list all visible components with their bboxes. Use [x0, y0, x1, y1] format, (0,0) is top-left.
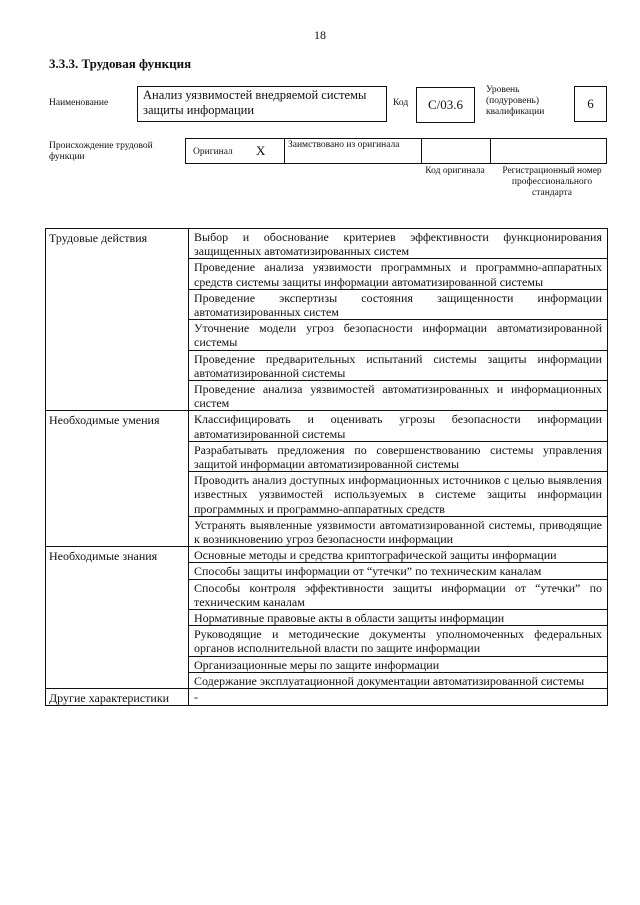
item-cell: Проводить анализ доступных информационных источников с целью выявления известных уязвимостей используемых в системе защиты информации программных и программно-аппаратных средств: [189, 472, 608, 517]
item-cell: Устранять выявленные уязвимости автоматизированной системы, приводящие к возникновению угроз безопасности информации: [189, 516, 608, 546]
origin-original-cell: [186, 139, 285, 163]
item-cell: Проведение экспертизы состояния защищенности информации автоматизированных систем: [189, 289, 608, 319]
page-number: 18: [314, 28, 326, 42]
category-cell: Необходимые знания: [46, 547, 189, 689]
origin-code-cell: [421, 139, 491, 163]
item-cell: Содержание эксплуатационной документации автоматизированной системы: [189, 672, 608, 688]
function-name-box: [137, 86, 387, 122]
table-row: [46, 411, 608, 441]
table-row: [46, 547, 608, 563]
item-cell: Нормативные правовые акты в области защиты информации: [189, 610, 608, 626]
item-cell: Разрабатывать предложения по совершенствованию системы управления защитой информации автоматизированной системы: [189, 441, 608, 471]
origin-code-caption: Код оригинала: [425, 166, 485, 176]
level-box: [574, 86, 607, 122]
registration-number-caption: Регистрационный номер профессионального стандарта: [502, 166, 602, 198]
category-cell: Трудовые действия: [46, 229, 189, 411]
item-cell: Классифицировать и оценивать угрозы безопасности информации автоматизированной системы: [189, 411, 608, 441]
origin-table: [185, 138, 607, 164]
origin-label: Происхождение трудовой функции: [49, 141, 153, 162]
item-cell: Организационные меры по защите информации: [189, 656, 608, 672]
item-cell: Основные методы и средства криптографической защиты информации: [189, 547, 608, 563]
item-cell: Способы защиты информации от “утечки” по техническим каналам: [189, 563, 608, 579]
item-cell: Проведение предварительных испытаний системы защиты информации автоматизированной системы: [189, 350, 608, 380]
item-cell: Руководящие и методические документы уполномоченных федеральных органов исполнительной власти по защите информации: [189, 626, 608, 656]
registration-number-cell: [490, 139, 606, 163]
section-title: 3.3.3. Трудовая функция: [49, 56, 192, 71]
code-box: [416, 87, 475, 123]
name-label: Наименование: [49, 98, 109, 108]
origin-borrowed-cell: [284, 139, 422, 163]
item-cell: Проведение анализа уязвимостей автоматизированных и информационных систем: [189, 381, 608, 411]
category-cell: Другие характеристики: [46, 689, 189, 706]
borrowed-label: Заимствовано из оригинала: [288, 140, 400, 150]
original-mark: X: [256, 143, 266, 158]
table-row: [46, 229, 608, 259]
table-row: [46, 689, 608, 706]
item-cell: Выбор и обоснование критериев эффективности функционирования защищенных автоматизированных систем: [189, 229, 608, 259]
level-label: Уровень (подуровень) квалификации: [486, 85, 545, 117]
labor-function-table: [45, 228, 608, 706]
code-value: С/03.6: [427, 97, 464, 112]
category-cell: Необходимые умения: [46, 411, 189, 547]
item-cell: Способы контроля эффективности защиты информации от “утечки” по техническим каналам: [189, 579, 608, 609]
original-label: Оригинал: [193, 147, 233, 157]
item-cell: -: [189, 689, 608, 706]
code-label: Код: [393, 98, 409, 108]
labor-function-table-body: [46, 229, 608, 706]
level-value: 6: [587, 96, 594, 111]
item-cell: Проведение анализа уязвимости программных и программно-аппаратных средств системы защиты информации автоматизированной системы: [189, 259, 608, 289]
function-name-value: Анализ уязвимостей внедряемой системы защиты информации: [143, 88, 367, 117]
item-cell: Уточнение модели угроз безопасности информации автоматизированной системы: [189, 320, 608, 350]
